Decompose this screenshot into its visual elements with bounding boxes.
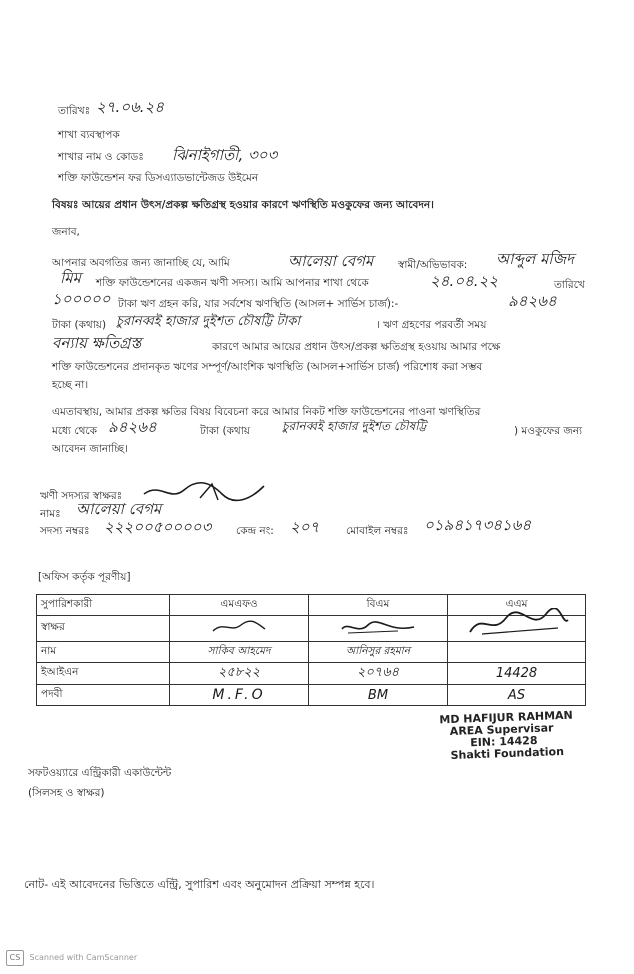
bm-signature [309,616,448,642]
bm-designation: BM [309,685,448,706]
table-row [37,616,586,642]
column-header-recommender: সুপারিশকারী [37,595,170,616]
table-row [37,663,586,685]
date-value: ২৭.০৬.২৪ [96,98,165,116]
guardian-name-handwritten: আব্দুল মজিদ [496,250,574,268]
row-label-signature: স্বাক্ষর [37,616,170,642]
body-text-para2-line-2a: মধ্যে থেকে [52,425,97,437]
body-text-line-2-suffix: তারিখে [554,279,585,291]
body-text-para2-line-1: এমতাবস্থায়, আমার প্রকল্প ক্ষতির বিষয় বিবেচনা করে আমার নিকট শক্তি ফাউন্ডেশনের পাওনা ঋণস্থিতির [52,406,481,418]
body-text-line-4-suffix: । ঋণ গ্রহণের পরবর্তী সময় [376,319,487,331]
column-header-am: এএম [448,595,586,616]
member-name-handwritten: আলেয়া বেগম [76,500,162,518]
body-text-line-7: হচ্ছে না। [52,379,89,391]
waiver-words-handwritten: চুরানব্বই হাজার দুইশত চৌষট্টি [282,419,427,433]
body-text-line-1a: আপনার অবগতির জন্য জানাচ্ছি যে, আমি [52,257,230,269]
office-recommendation-table [36,594,586,706]
body-text-line-5: কারণে আমার আয়ের প্রধান উৎস/প্রকল্প ক্ষতিগ্রস্থ হওয়ায় আমার পক্ষে [212,341,501,353]
note-line: নোট- এই আবেদনের ভিত্তিতে এন্ট্রি, সুপারিশ এবং অনুমোদন প্রক্রিয়া সম্পন্ন হবে। [24,878,375,891]
branch-value: ঝিনাইগাতী, ৩০৩ [172,146,278,164]
stamp-line-ein: EIN: 14428 [469,733,538,750]
table-row [37,685,586,706]
branch-short-handwritten: মিম [60,269,81,287]
salutation: জনাব, [52,226,80,238]
reason-handwritten: বন্যায় ক্ষতিগ্রস্ত [52,334,142,352]
applicant-name-handwritten: আলেয়া বেগম [288,252,374,270]
mobile-number-label: মোবাইল নম্বরঃ [346,525,409,537]
stamp-line-org: Shakti Foundation [450,745,565,762]
center-number-label: কেন্দ্র নং: [236,525,274,537]
camscanner-text: Scanned with CamScanner [29,953,138,962]
branch-label: শাখার নাম ও কোডঃ [58,151,144,163]
am-signature [448,616,586,642]
mfo-name: সাকিব আহমেদ [170,642,309,663]
subject-line: বিষয়ঃ আয়ের প্রধান উৎস/প্রকল্প ক্ষতিগ্রস্থ হওয়ার কারণে ঋণস্থিতি মওকুফের জন্য আবেদন। [52,199,434,211]
bm-ein: ২০৭৬৪ [309,663,448,685]
loan-amount-handwritten: ১০০০০০ [52,290,111,308]
software-accountant-sub: (সিলসহ ও স্বাক্ষর) [28,787,105,799]
date-label: তারিখঃ [58,105,91,117]
mobile-number-handwritten: ০১৯৪১৭৩৪১৬৪ [424,516,532,534]
body-text-para2-line-2c: ) মওকুফের জন্য [514,425,583,437]
column-header-bm: বিএম [309,595,448,616]
mfo-ein: ২৫৮২২ [170,663,309,685]
mfo-signature [170,616,309,642]
camscanner-watermark [6,950,137,966]
member-number-handwritten: ২২২০০৫০০০০৩ [104,518,212,536]
camscanner-logo: CS [6,950,24,966]
row-label-designation: পদবী [37,685,170,706]
bm-name: আনিসুর রহমান [309,642,448,663]
am-designation: AS [448,685,586,706]
area-supervisor-stamp [439,710,574,763]
row-label-ein: ইআইএন [37,663,170,685]
stamp-line-name: MD HAFIJUR RAHMAN [439,708,573,727]
body-text-line-6: শক্তি ফাউন্ডেশনের প্রদানকৃত ঋণের সম্পূর্ণ/আংশিক ঋণস্থিতি (আসল+সার্ভিস চার্জ) পরিশোধ করা সম্ভব [52,361,483,373]
body-text-para2-line-3: আবেদন জানাচ্ছি। [52,443,128,455]
body-text-line-2: শক্তি ফাউন্ডেশনের একজন ঋণী সদস্য। আমি আপনার শাখা থেকে [96,277,369,289]
office-section-label: [অফিস কর্তৃক পূরণীয়] [38,571,131,583]
mfo-designation: M.F.O [170,685,309,706]
body-text-line-3: টাকা ঋণ গ্রহন করি, যার সর্বশেষ ঋণস্থিতি (আসল+ সার্ভিস চার্জ):- [118,298,399,310]
waiver-amount-handwritten: ৯৪২৬৪ [108,418,157,436]
organization-line: শক্তি ফাউন্ডেশন ফর ডিসএ্যাডভান্টেজড উইমেন [58,172,259,184]
outstanding-words-handwritten: চুরানব্বই হাজার দুইশত চৌষট্টি টাকা [116,314,301,329]
member-name-label: নামঃ [40,508,61,520]
software-accountant-label: সফটওয়্যারে এন্ট্রিকারী একাউন্টেন্ট [28,767,172,779]
member-signature-label: ঋণী সদস্যর স্বাক্ষরঃ [40,490,123,502]
loan-date-handwritten: ২৪.০৪.২২ [430,272,499,290]
table-row [37,642,586,663]
column-header-mfo: এমএফও [170,595,309,616]
member-number-label: সদস্য নম্বরঃ [40,525,90,537]
body-text-line-4-label: টাকা (কথায়) [52,319,107,331]
center-number-handwritten: ২০৭ [290,518,320,536]
body-text-line-1b: স্বামী/অভিভাবক: [398,259,468,271]
stamp-line-title: AREA Supervisar [449,721,554,738]
body-text-para2-line-2b: টাকা (কথায় [200,425,250,437]
am-name [448,642,586,663]
outstanding-handwritten: ৯৪২৬৪ [508,292,557,310]
am-ein: 14428 [448,663,586,685]
recipient-line: শাখা ব্যবস্থাপক [58,129,120,141]
row-label-name: নাম [37,642,170,663]
